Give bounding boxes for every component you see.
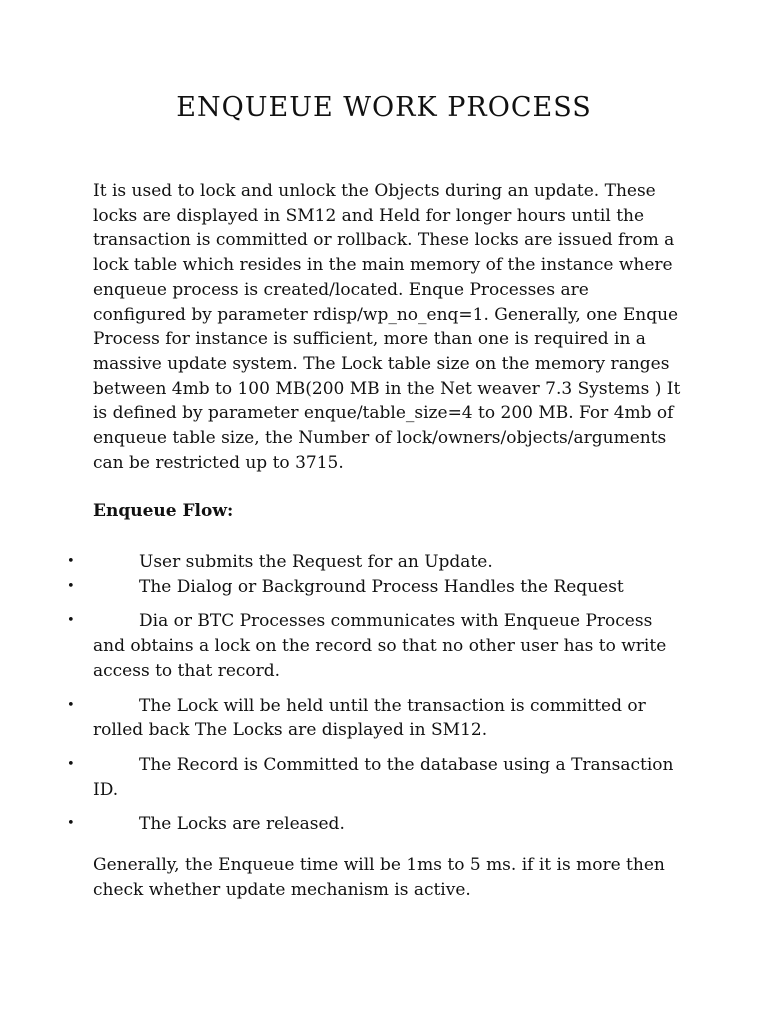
bullet-icon: • xyxy=(67,613,75,629)
list-item-text: The Locks are released. xyxy=(139,814,345,835)
bullet-icon: • xyxy=(67,554,75,569)
list-item xyxy=(0,575,768,600)
bullet-list xyxy=(0,550,768,837)
list-item-text: Dia or BTC Processes communicates with Enqueue Process and obtains a lock on the record so that no other user has to write access to that record. xyxy=(93,611,667,681)
list-item xyxy=(0,753,768,802)
bullet-icon: • xyxy=(67,697,75,713)
list-item-text: User submits the Request for an Update. xyxy=(139,552,493,572)
closing-paragraph: Generally, the Enqueue time will be 1ms to 5 ms. if it is more then check whether update mechanism is active. xyxy=(93,855,665,900)
section-heading: Enqueue Flow: xyxy=(93,501,234,521)
intro-paragraph: It is used to lock and unlock the Objects during an update. These locks are displayed in SM12 and Held for longer hours until the transaction is committed or rollback. These locks are issued from a lock table which resides in the main memory of the instance where enqueue process is created/located. Enque Processes are configured by parameter rdisp/wp_no_enq=1. Generally, one Enque Process for instance is sufficient, more than one is required in a massive update system. The Lock table size on the memory ranges between 4mb to 100 MB(200 MB in the Net weaver 7.3 Systems ) It is defined by parameter enque/table_size=4 to 200 MB. For 4mb of enqueue table size, the Number of lock/owners/objects/arguments can be restricted up to 3715. xyxy=(93,181,681,473)
page-title: ENQUEUE WORK PROCESS xyxy=(176,92,592,123)
list-item xyxy=(0,694,768,743)
list-item xyxy=(0,609,768,683)
list-item-text: The Dialog or Background Process Handles the Request xyxy=(139,576,624,597)
bullet-icon: • xyxy=(67,578,75,594)
list-item-text: The Lock will be held until the transaction is committed or rolled back The Locks are displayed in SM12. xyxy=(93,695,646,741)
list-item xyxy=(0,812,768,837)
bullet-icon: • xyxy=(67,816,75,832)
list-item xyxy=(0,550,768,575)
list-item-text: The Record is Committed to the database using a Transaction ID. xyxy=(93,754,674,800)
bullet-icon: • xyxy=(67,756,75,772)
